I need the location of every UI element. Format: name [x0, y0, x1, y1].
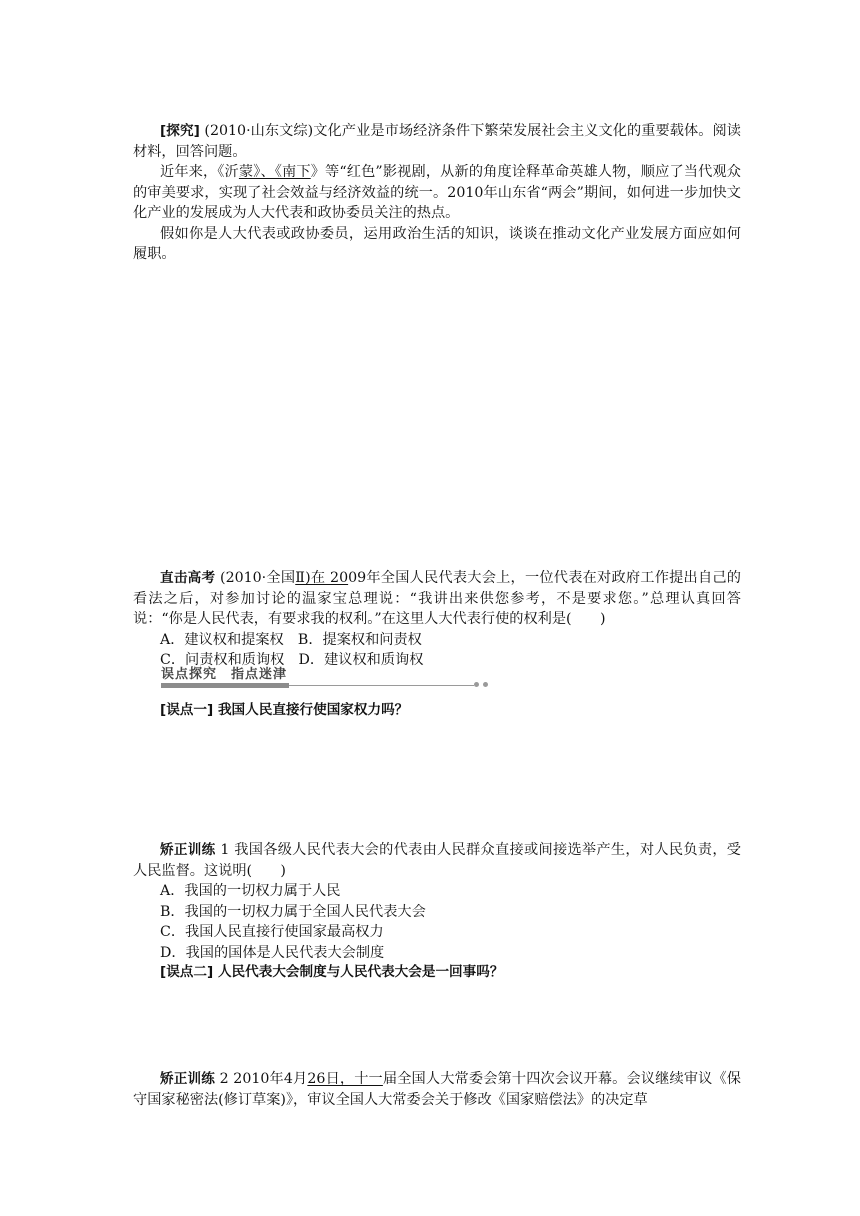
train1-label: 矫正训练 — [160, 842, 216, 858]
explore-material-text-a: 近年来，《沂 — [160, 164, 239, 180]
gaokao-block — [133, 568, 741, 671]
section-title-bar — [161, 683, 289, 688]
point2-title: [误点二] 人民代表大会制度与人民代表大会是一回事吗？ — [160, 964, 504, 980]
explore-question-paragraph: 假如你是人大代表或政协委员，运用政治生活的知识，谈谈在推动文化产业发展方面应如何履职。 — [133, 225, 741, 262]
train1-option-a: A．我国的一切权力属于人民 — [160, 883, 341, 899]
train1-option-d: D．我国的国体是人民代表大会制度 — [160, 944, 385, 961]
train2-text-b: 届全国人大常委会第十四次会议开幕。会议继续审议《保守国家秘密法(修订草案)》，审议全国人大常委会关于修改《国家赔偿法》的决定草 — [133, 1071, 741, 1108]
section-rule-dot-1 — [474, 682, 479, 687]
train2-text-a: 2010年4月 — [233, 1071, 308, 1087]
train1-option-c: C．我国人民直接行使国家最高权力 — [160, 924, 384, 940]
explore-material-paragraph — [133, 162, 741, 224]
section-title-rule — [289, 685, 474, 686]
explore-block — [133, 121, 741, 265]
point2-block — [133, 962, 741, 983]
train1-block — [133, 840, 741, 963]
section-rule-dot-2 — [483, 682, 488, 687]
explore-material-text-b: 》等“红色”影视剧，从新的角度诠释革命英雄人物，顺应了当代观众的审美要求，实现了社会效益与经济效益的统一。2010年山东省“两会”期间，如何进一步加快文化产业的发展成为人大代表和政协委员关注的热点。 — [133, 164, 741, 221]
section-title: 误点探究 指点迷津 — [161, 667, 288, 682]
gaokao-options-row-1: A．建议权和提案权 B．提案权和问责权 — [160, 631, 422, 648]
train1-text: 我国各级人民代表大会的代表由人民群众直接或间接选举产生，对人民负责，受人民监督。这说明( ) — [133, 842, 741, 879]
train2-block — [133, 1069, 741, 1110]
explore-tag: [探究] — [160, 123, 200, 139]
gaokao-options-row-2: C．问责权和质询权 D．建议权和质询权 — [160, 652, 424, 668]
explore-intro: 文化产业是市场经济条件下繁荣发展社会主义文化的重要载体。阅读材料，回答问题。 — [133, 123, 741, 160]
gaokao-label: 直击高考 — [160, 570, 216, 586]
train2-number: 2 — [214, 1071, 234, 1087]
point1-title: [误点一] 我国人民直接行使国家权力吗？ — [160, 702, 409, 718]
train2-question — [133, 1069, 741, 1110]
train1-number: 1 — [215, 842, 235, 858]
gaokao-question — [133, 568, 741, 630]
gaokao-text: 09年全国人民代表大会上，一位代表在对政府工作提出自己的看法之后，对参加讨论的温家宝总理说：“我讲出来供您参考，不是要求您。”总理认真回答说：“你是人民代表，有要求我的权利。”在这里人大代表行使的权利是( ) — [133, 570, 741, 627]
gaokao-source: (2010·全国 — [215, 570, 296, 586]
explore-material-underlined: 蒙》、《南下 — [238, 164, 311, 180]
gaokao-source-underlined: Ⅱ)在 20 — [295, 570, 349, 586]
train1-question — [133, 840, 741, 881]
explore-source: (2010·山东文综) — [204, 123, 314, 139]
train2-text-underlined: 26日，十一 — [307, 1071, 383, 1087]
point1-block — [133, 700, 741, 721]
explore-intro-paragraph — [133, 121, 741, 162]
train2-label: 矫正训练 — [160, 1071, 215, 1087]
train1-option-b: B．我国的一切权力属于全国人民代表大会 — [160, 903, 426, 920]
